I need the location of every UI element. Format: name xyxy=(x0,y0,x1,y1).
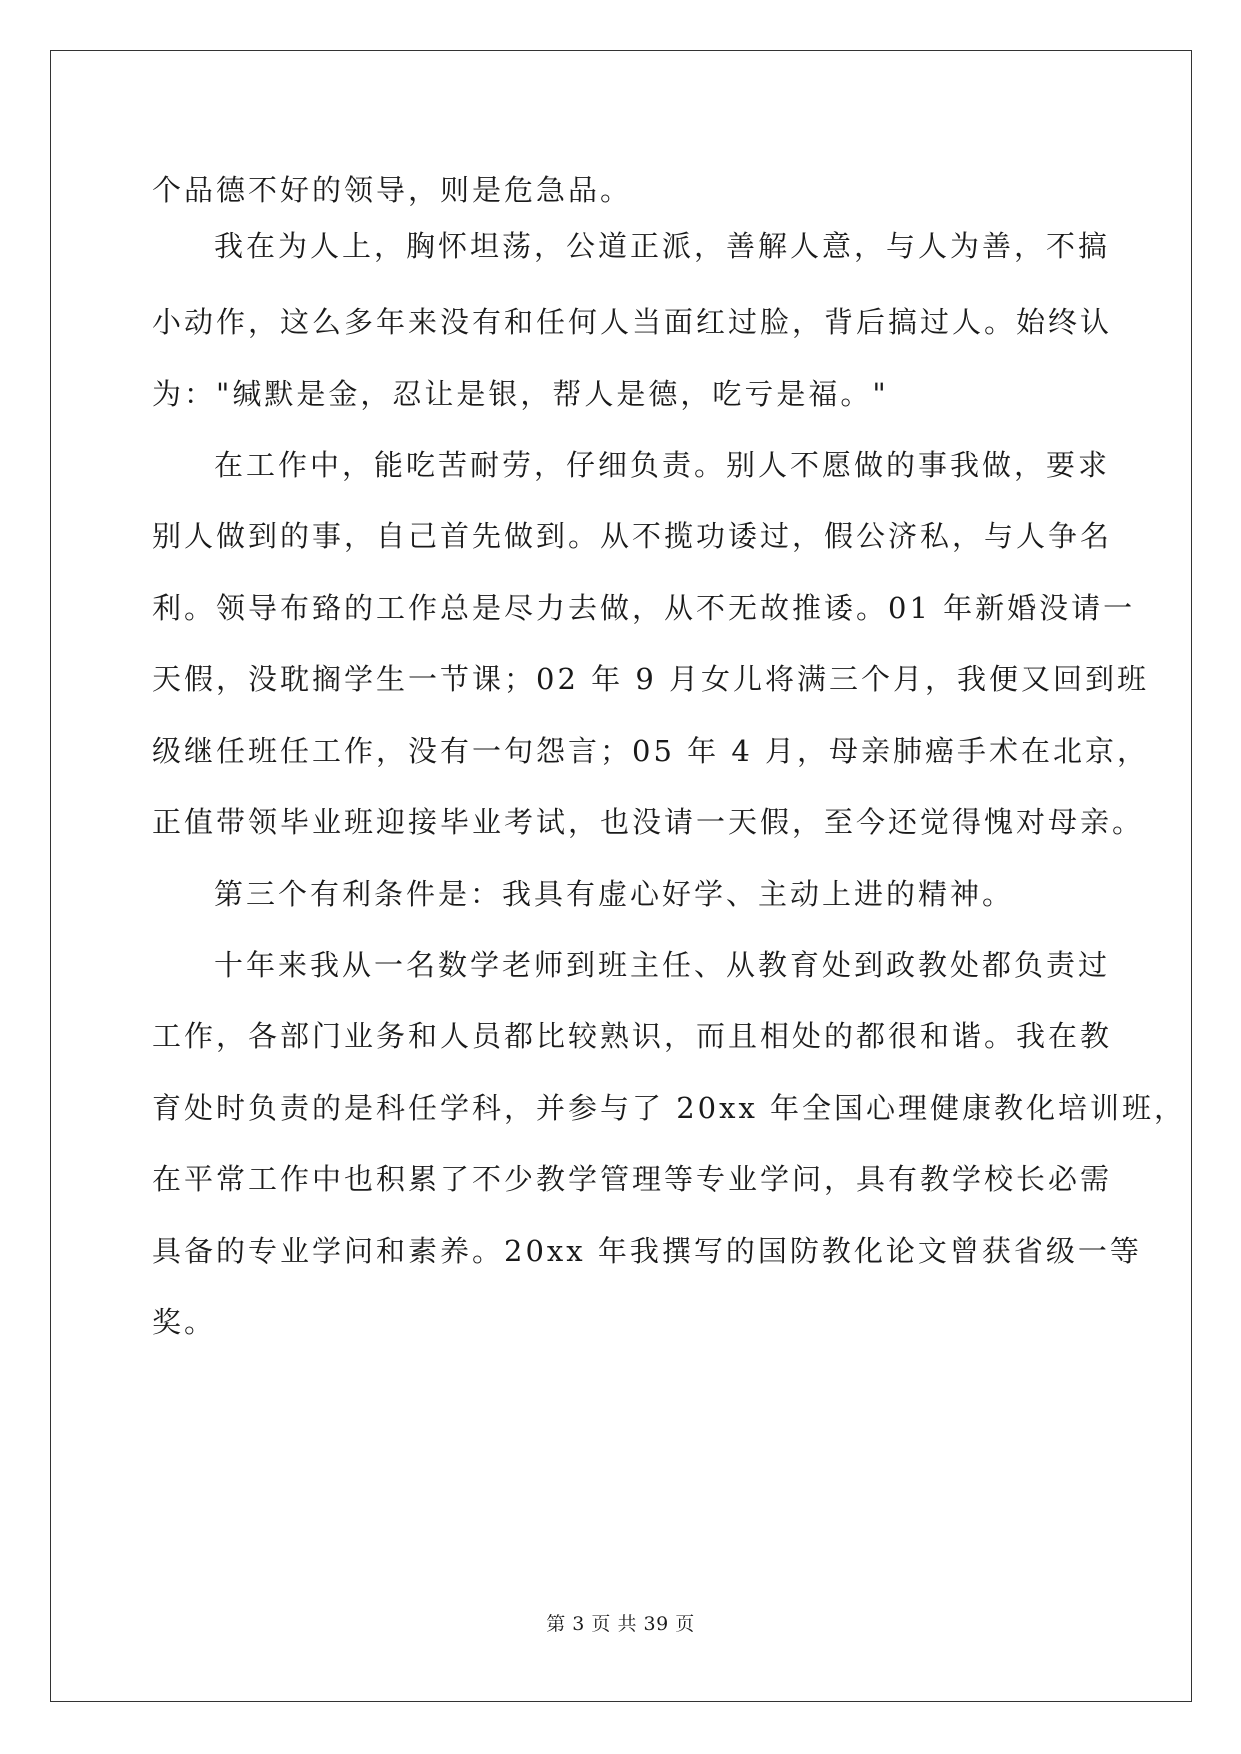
text-line: 利。领导布臵的工作总是尽力去做，从不无故推诿。01 年新婚没请一 xyxy=(152,591,1136,625)
text-line: 在平常工作中也积累了不少教学管理等专业学问，具有教学校长必需 xyxy=(152,1162,1113,1196)
text-line: 为："缄默是金，忍让是银，帮人是德，吃亏是福。" xyxy=(152,377,889,411)
text-line: 天假，没耽搁学生一节课；02 年 9 月女儿将满三个月，我便又回到班 xyxy=(152,662,1150,696)
paragraph-start-line: 我在为人上，胸怀坦荡，公道正派，善解人意，与人为善，不搞 xyxy=(214,229,1111,263)
page-number-footer: 第 3 页 共 39 页 xyxy=(546,1613,695,1635)
text-line: 工作，各部门业务和人员都比较熟识，而且相处的都很和谐。我在教 xyxy=(152,1019,1113,1053)
text-line: 个品德不好的领导，则是危急品。 xyxy=(152,173,633,207)
paragraph-start-line: 第三个有利条件是：我具有虚心好学、主动上进的精神。 xyxy=(214,877,1015,911)
text-line: 别人做到的事，自己首先做到。从不揽功诿过，假公济私，与人争名 xyxy=(152,519,1113,553)
text-line: 奖。 xyxy=(152,1305,217,1339)
text-line: 级继任班任工作，没有一句怨言；05 年 4 月，母亲肺癌手术在北京， xyxy=(152,734,1150,768)
text-line: 正值带领毕业班迎接毕业考试，也没请一天假，至今还觉得愧对母亲。 xyxy=(152,805,1145,839)
text-line: 育处时负责的是科任学科，并参与了 20xx 年全国心理健康教化培训班， xyxy=(152,1091,1187,1125)
paragraph-start-line: 在工作中，能吃苦耐劳，仔细负责。别人不愿做的事我做，要求 xyxy=(214,448,1111,482)
text-line: 具备的专业学问和素养。20xx 年我撰写的国防教化论文曾获省级一等 xyxy=(152,1234,1142,1268)
text-line: 小动作，这么多年来没有和任何人当面红过脸，背后搞过人。始终认 xyxy=(152,305,1113,339)
paragraph-start-line: 十年来我从一名数学老师到班主任、从教育处到政教处都负责过 xyxy=(214,948,1111,982)
